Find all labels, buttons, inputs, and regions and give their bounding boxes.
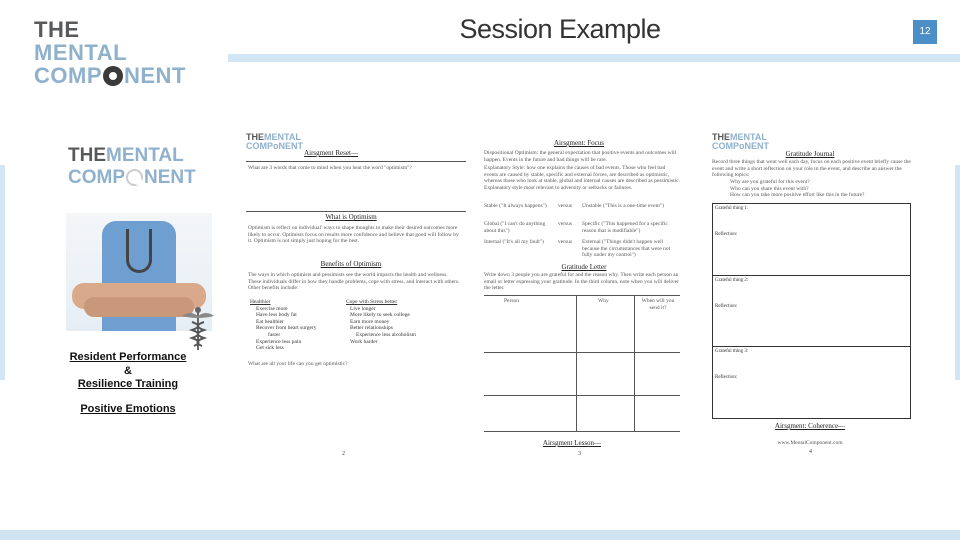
box-2-label: Reflection: (715, 304, 738, 309)
page2-section-1: What is Optimism (325, 213, 377, 221)
cover-title-line-1: Resident Performance (69, 351, 187, 363)
page3-row-2a: Global ("I can't do anything about this") (484, 221, 546, 234)
table-header-person: Person (504, 298, 519, 304)
page4-bullets (730, 179, 914, 199)
page3-row-3a: Internal ("It's all my fault") (484, 239, 544, 245)
page4-intro: Record three things that went well each day, focus on each positive event briefly cause the event and write a short reflection on your role in the event, and describe an answer the following topics: (712, 159, 911, 179)
logo-line-1: THE (34, 17, 80, 42)
page3-section: Gratitude Letter (561, 263, 607, 271)
logo-line-3 (34, 64, 204, 87)
divider (246, 161, 466, 162)
page2-question: What are 3 words that come to mind when you hear the word "optimism"? (248, 165, 412, 171)
worksheet-page-3 (484, 140, 682, 458)
cover-logo (68, 145, 196, 189)
box-divider (713, 275, 910, 276)
page4-url: www.MentalComponent.com (777, 440, 843, 446)
cover-logo-mental: MENTAL (106, 145, 184, 166)
page2-logo (246, 133, 303, 151)
cover-logo-nent: NENT (144, 167, 196, 188)
page2-logo-the: THE (246, 132, 264, 142)
page3-row-3b: versus (558, 239, 573, 245)
page2-logo-mental: MENTAL (264, 132, 301, 142)
page3-row-1a: Stable ("It always happens") (484, 203, 547, 209)
table-header-send: When will you send it? (641, 298, 675, 311)
box-3-title: Grateful thing 3: (715, 349, 749, 354)
page3-heading: Airsgment: Focus (554, 139, 604, 147)
benefits-col-1 (250, 299, 350, 352)
page2-number: 2 (342, 451, 345, 457)
table-top-line (484, 295, 680, 296)
table-header-why: Why (598, 298, 609, 304)
box-1-label: Reflection: (715, 232, 738, 237)
gear-icon (103, 66, 123, 86)
box-3-label: Reflection: (715, 375, 738, 380)
list-item: Experience less alcoholism (356, 331, 416, 338)
page2-logo-nent: NENT (278, 141, 303, 151)
divider (246, 211, 466, 212)
col-2-head: Cope with Stress better (346, 299, 398, 305)
gear-icon: o (739, 141, 745, 151)
gear-icon (126, 169, 143, 186)
page3-section-text: Write down 3 people you are grateful for and the reason why. Then write each person an email or letter expressing your gratitude. In the third column, note when you will deliver the letter. (484, 272, 679, 292)
worksheet-page-2 (246, 133, 466, 463)
page2-section-2-text: The ways in which optimists and pessimists see the world impacts the health and wellness. These individuals differ in how they handle problems, cope with stress, and interact with others. Other benefits include: (248, 272, 460, 292)
page2-closing: What are all your life can you get optimistic? (248, 361, 348, 367)
stethoscope-icon (126, 229, 152, 273)
page4-logo (712, 133, 769, 151)
cover-title (62, 351, 194, 392)
page2-section-1-text: Optimism is reflect on individual' ways to shape thoughts to make their desired outcomes more likely to occur. Optimists focus on results more confidence and believe that good will follow by it. Optimism is not simply just hoping for the best. (248, 225, 459, 245)
page4-logo-nent: NENT (744, 141, 769, 151)
page3-para-2: Explanatory Style: how one explains the causes of bad events. Those who feel bad events are caused by stable, specific and external forces, are described as optimistic, whereas those who look at stable, global and internal causes are described as pessimistic. Explanatory style most relevant to adversity or setbacks or failures. (484, 165, 680, 191)
cover-logo-the: THE (68, 145, 106, 166)
page3-row-1c: Unstable ("This is a one-time event") (582, 203, 664, 209)
list-item: faster (268, 331, 281, 338)
cover-logo-comp: COMP (68, 167, 125, 188)
right-accent-bar (955, 165, 960, 380)
page4-footer: Airsgment: Coherence— (774, 422, 846, 430)
box-2-title: Grateful thing 2: (715, 278, 749, 283)
page4-logo-mental: MENTAL (730, 132, 767, 142)
list-item: How can you take more positive effort like this in the future? (730, 192, 865, 199)
cover-title-amp: & (124, 364, 132, 377)
benefits-col-2 (346, 299, 458, 345)
cover-title-line-2: Resilience Training (77, 378, 179, 390)
page3-row-1b: versus (558, 203, 573, 209)
col-1-head: Healthier (250, 299, 271, 305)
page4-number: 4 (809, 449, 812, 455)
page4-logo-comp: COMP (712, 141, 739, 151)
table-row-line (484, 352, 680, 353)
list-item: More likely to seek college (350, 312, 410, 319)
table-row-line (484, 431, 680, 432)
list-item: Get sick less (256, 345, 284, 352)
worksheet-page-4 (710, 133, 915, 463)
list-item: Have less body fat (256, 312, 297, 319)
logo-line-2: MENTAL (34, 40, 128, 65)
list-item: Recover from heart surgery (256, 325, 317, 332)
page-number-badge: 12 (913, 20, 937, 44)
page3-row-2c: Specific ("This happened for a specific reason that is modifiable") (582, 221, 668, 234)
left-accent-bar (0, 165, 5, 380)
page2-section-2: Benefits of Optimism (320, 260, 382, 268)
page3-row-2b: versus (558, 221, 573, 227)
table-col-divider (634, 295, 635, 431)
table-row-line (484, 395, 680, 396)
page3-row-3c: External ("Things didn't happen well because the circumstances that were not fully under my control") (582, 239, 671, 259)
gear-icon: o (273, 141, 279, 151)
list-item: Work harder (350, 338, 378, 345)
list-item: Better relationships (350, 325, 393, 332)
page4-logo-the: THE (712, 132, 730, 142)
box-1-title: Grateful thing 1: (715, 206, 749, 211)
list-item: Who can you share this event with? (730, 185, 809, 192)
caduceus-icon (180, 306, 216, 352)
top-accent-bar (228, 54, 960, 62)
bottom-accent-bar (0, 530, 960, 540)
cover-page (62, 140, 222, 440)
list-item: Live longer (350, 305, 376, 312)
gratitude-journal-box (712, 203, 911, 419)
page4-heading: Gratitude Journal (785, 150, 835, 158)
logo-line-3a: COMP (34, 63, 102, 88)
slide-title: Session Example (459, 14, 661, 44)
page2-heading: Airsgment Reset— (304, 149, 358, 157)
list-item: Earn more money (350, 318, 390, 325)
list-item: Experience less pain (256, 338, 302, 345)
list-item: Exercise more (256, 305, 288, 312)
arm-shape (84, 297, 194, 317)
page3-number: 3 (578, 451, 581, 457)
page3-footer: Airsgment Lesson— (542, 439, 602, 447)
cover-subtitle: Positive Emotions (80, 403, 176, 415)
list-item: Why are you grateful for this event? (730, 179, 810, 185)
box-divider (713, 346, 910, 347)
page3-para-1: Dispositional Optimism: the general expectation that positive events and outcomes will happen. Events in the future and bad things will be rare. (484, 150, 677, 163)
table-col-divider (576, 295, 577, 431)
logo-line-3b: NENT (124, 63, 186, 88)
list-item: Eat healthier (256, 318, 284, 325)
page2-logo-comp: COMP (246, 141, 273, 151)
brand-logo (34, 18, 204, 87)
